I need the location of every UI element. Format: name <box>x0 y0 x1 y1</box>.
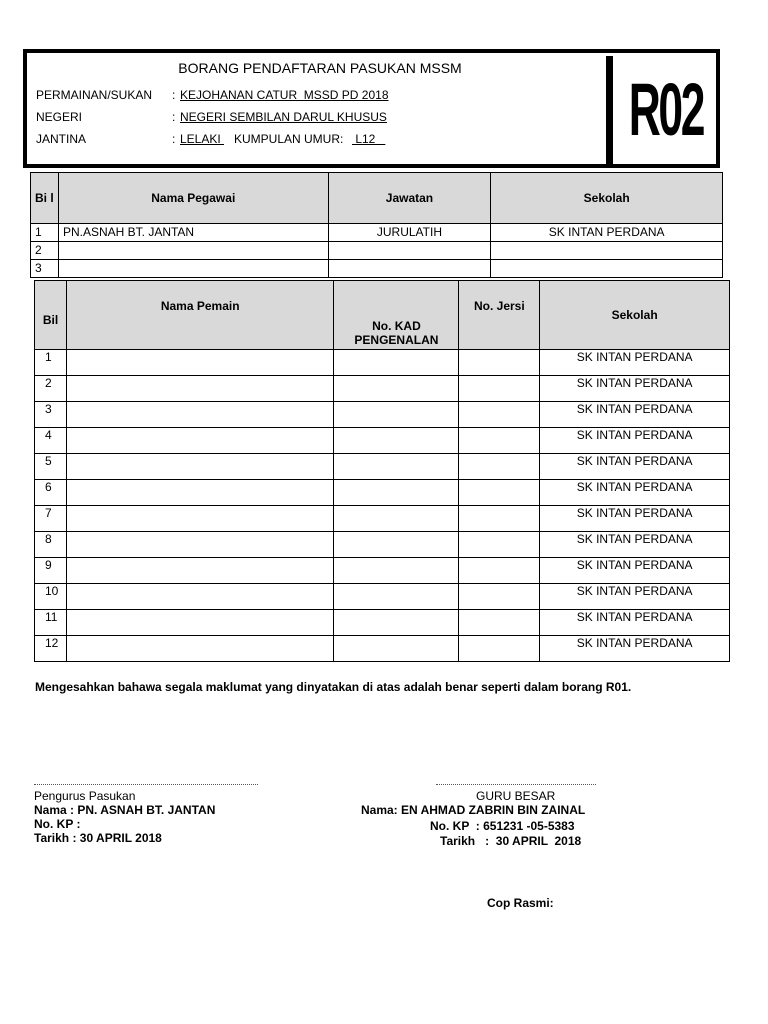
cell-position <box>328 260 491 278</box>
cell-ic-number <box>334 558 459 584</box>
cell-official-name <box>58 260 328 278</box>
field-label-sport: PERMAINAN/SUKAN <box>36 88 153 102</box>
cell-player-name <box>66 610 333 636</box>
cell-position <box>328 242 491 260</box>
cell-jersey-number <box>459 532 540 558</box>
cell-bil: 2 <box>31 242 59 260</box>
cell-bil: 5 <box>35 454 67 480</box>
cell-jersey-number <box>459 610 540 636</box>
cell-ic-number <box>334 376 459 402</box>
cell-school: SK INTAN PERDANA <box>540 558 730 584</box>
col-header-bil: Bi l <box>31 173 59 224</box>
cell-school <box>491 242 723 260</box>
col-header-school: Sekolah <box>540 281 730 350</box>
players-header-row <box>35 281 730 350</box>
table-row <box>31 260 723 278</box>
cell-school: SK INTAN PERDANA <box>540 350 730 376</box>
table-row <box>35 610 730 636</box>
manager-kp: No. KP : <box>34 817 81 831</box>
cell-school <box>491 260 723 278</box>
cell-jersey-number <box>459 376 540 402</box>
table-row <box>35 558 730 584</box>
field-label-gender: JANTINA <box>36 132 87 146</box>
cell-jersey-number <box>459 402 540 428</box>
cell-player-name <box>66 480 333 506</box>
cell-school: SK INTAN PERDANA <box>540 584 730 610</box>
cell-player-name <box>66 454 333 480</box>
form-code: R02 <box>628 68 703 151</box>
table-row <box>35 402 730 428</box>
manager-name: Nama : PN. ASNAH BT. JANTAN <box>34 803 216 817</box>
col-header-ic-number: No. KAD PENGENALAN <box>334 281 459 350</box>
col-header-bil: Bil <box>35 281 67 350</box>
cell-school: SK INTAN PERDANA <box>540 532 730 558</box>
cell-position: JURULATIH <box>328 224 491 242</box>
cell-ic-number <box>334 428 459 454</box>
cell-official-name: PN.ASNAH BT. JANTAN <box>58 224 328 242</box>
table-row <box>35 454 730 480</box>
form-code-box <box>610 56 718 164</box>
cell-player-name <box>66 350 333 376</box>
cell-player-name <box>66 558 333 584</box>
cell-bil: 10 <box>35 584 67 610</box>
cell-bil: 6 <box>35 480 67 506</box>
cell-player-name <box>66 636 333 662</box>
cell-jersey-number <box>459 454 540 480</box>
cell-ic-number <box>334 636 459 662</box>
col-header-school: Sekolah <box>491 173 723 224</box>
cell-player-name <box>66 506 333 532</box>
form-title: BORANG PENDAFTARAN PASUKAN MSSM <box>178 60 462 76</box>
cell-ic-number <box>334 454 459 480</box>
table-row <box>35 480 730 506</box>
table-row <box>35 584 730 610</box>
cell-bil: 3 <box>35 402 67 428</box>
cell-bil: 1 <box>35 350 67 376</box>
manager-date: Tarikh : 30 APRIL 2018 <box>34 831 162 845</box>
headmaster-kp: No. KP : 651231 -05-5383 <box>430 819 575 833</box>
confirmation-text: Mengesahkan bahawa segala maklumat yang dinyatakan di atas adalah benar seperti dalam borang R01. <box>35 680 632 694</box>
col-header-official-name: Nama Pegawai <box>58 173 328 224</box>
table-row <box>35 532 730 558</box>
cell-player-name <box>66 402 333 428</box>
cell-school: SK INTAN PERDANA <box>540 376 730 402</box>
table-row <box>35 350 730 376</box>
cell-bil: 9 <box>35 558 67 584</box>
field-value-state: NEGERI SEMBILAN DARUL KHUSUS <box>180 110 387 124</box>
cell-ic-number <box>334 610 459 636</box>
field-value-gender: LELAKI <box>180 132 225 146</box>
cell-ic-number <box>334 532 459 558</box>
table-row <box>35 376 730 402</box>
cell-ic-number <box>334 584 459 610</box>
cell-school: SK INTAN PERDANA <box>540 428 730 454</box>
table-row <box>35 428 730 454</box>
cell-bil: 1 <box>31 224 59 242</box>
field-label-state: NEGERI <box>36 110 83 124</box>
official-stamp-label: Cop Rasmi: <box>487 896 554 910</box>
cell-ic-number <box>334 506 459 532</box>
field-value-sport: KEJOHANAN CATUR MSSD PD 2018 <box>180 88 389 102</box>
cell-jersey-number <box>459 584 540 610</box>
cell-school: SK INTAN PERDANA <box>540 636 730 662</box>
cell-jersey-number <box>459 636 540 662</box>
cell-bil: 11 <box>35 610 67 636</box>
table-row <box>35 636 730 662</box>
headmaster-role: GURU BESAR <box>476 789 556 803</box>
cell-player-name <box>66 376 333 402</box>
col-header-jersey-number: No. Jersi <box>459 281 540 350</box>
cell-jersey-number <box>459 480 540 506</box>
field-label-age-group: KUMPULAN UMUR: <box>234 132 344 146</box>
table-row <box>35 506 730 532</box>
manager-role: Pengurus Pasukan <box>34 789 136 803</box>
signature-line-manager <box>34 784 258 785</box>
cell-bil: 7 <box>35 506 67 532</box>
cell-school: SK INTAN PERDANA <box>540 480 730 506</box>
field-colon-sport: : <box>172 88 176 102</box>
officials-table <box>30 172 723 278</box>
col-header-player-name: Nama Pemain <box>66 281 333 350</box>
players-table <box>34 280 730 662</box>
cell-bil: 3 <box>31 260 59 278</box>
cell-school: SK INTAN PERDANA <box>540 454 730 480</box>
headmaster-name: Nama: EN AHMAD ZABRIN BIN ZAINAL <box>361 803 586 817</box>
table-row <box>31 242 723 260</box>
field-value-age-group: L12 <box>352 132 386 146</box>
field-colon-gender: : <box>172 132 176 146</box>
players-table-body <box>35 350 730 662</box>
signature-line-headmaster <box>436 784 596 785</box>
cell-school: SK INTAN PERDANA <box>540 402 730 428</box>
cell-bil: 2 <box>35 376 67 402</box>
cell-jersey-number <box>459 428 540 454</box>
cell-bil: 4 <box>35 428 67 454</box>
cell-official-name <box>58 242 328 260</box>
cell-jersey-number <box>459 506 540 532</box>
headmaster-date: Tarikh : 30 APRIL 2018 <box>440 834 582 848</box>
col-header-position: Jawatan <box>328 173 491 224</box>
signature-block-manager <box>34 789 215 845</box>
cell-player-name <box>66 428 333 454</box>
cell-ic-number <box>334 480 459 506</box>
cell-school: SK INTAN PERDANA <box>540 506 730 532</box>
cell-ic-number <box>334 402 459 428</box>
cell-ic-number <box>334 350 459 376</box>
cell-player-name <box>66 532 333 558</box>
cell-bil: 8 <box>35 532 67 558</box>
field-colon-state: : <box>172 110 176 124</box>
cell-jersey-number <box>459 350 540 376</box>
cell-jersey-number <box>459 558 540 584</box>
officials-header-row <box>31 173 723 224</box>
cell-player-name <box>66 584 333 610</box>
cell-school: SK INTAN PERDANA <box>540 610 730 636</box>
cell-bil: 12 <box>35 636 67 662</box>
cell-school: SK INTAN PERDANA <box>491 224 723 242</box>
table-row <box>31 224 723 242</box>
